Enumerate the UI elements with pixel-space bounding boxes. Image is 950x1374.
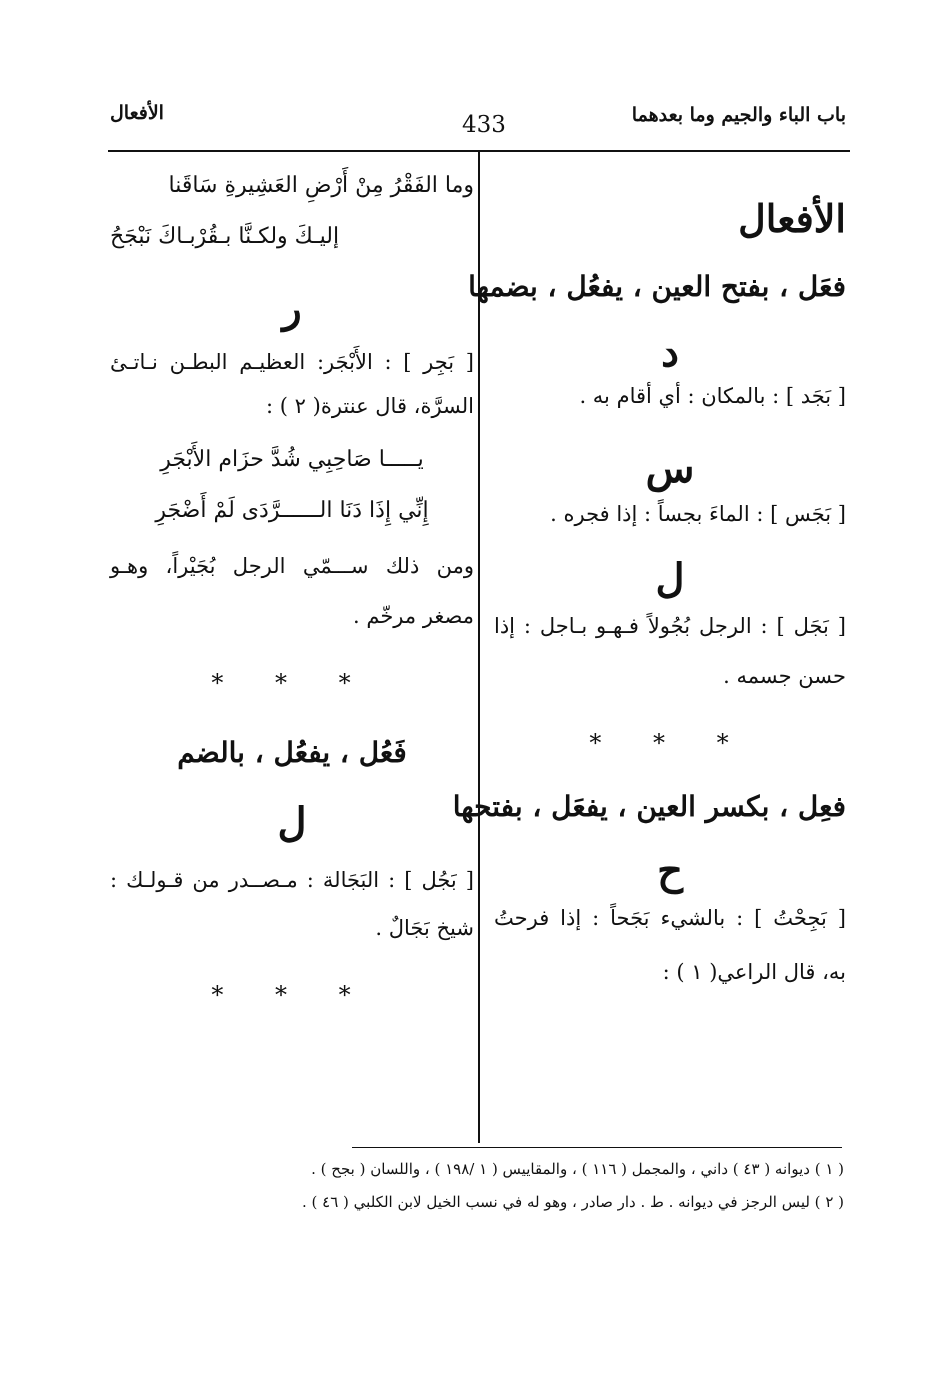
letter-dal: د	[661, 329, 679, 376]
section-heading-fatha-damma: فعَل ، بفتح العين ، يفعُل ، بضمها	[468, 270, 846, 303]
letter-ha: ح	[657, 847, 683, 894]
entry-bajad: [ بَجَد ] : بالمكان : أي أقام به .	[579, 384, 846, 408]
section-separator: * * *	[589, 729, 751, 757]
section-separator: * * *	[211, 981, 373, 1009]
left-column	[110, 165, 474, 1009]
section-title: الأفعال	[738, 196, 846, 241]
verse-line-1: وما الفَقْرُ مِنْ أَرْضِ العَشِيرةِ سَاقَنا	[168, 173, 474, 198]
entry-bajir-line1: [ بَجِر ] : الأَبْجَر: العظيـم البطـن نـاتـئ	[110, 350, 474, 374]
verse-line-4: إِنِّي إِذَا دَنَا الــــــرَّدَى لَمْ أَضْجَرِ	[155, 498, 429, 523]
verse-line-3: يـــــا صَاحِبِي شُدَّ حزَام الأَبْجَرِ	[160, 447, 424, 472]
letter-sin: س	[645, 445, 695, 492]
entry-bujayr-line2: مصغر مرخّم .	[353, 604, 474, 628]
letter-lam: ل	[655, 555, 685, 602]
entry-bajir-line2: السرَّة، قال عنترة( ٢ ) :	[266, 394, 474, 418]
running-head-chapter: باب الباء والجيم وما بعدهما	[631, 104, 846, 126]
footnote-2: ( ٢ ) ليس الرجز في ديوانه . ط . دار صادر ، وهو له في نسب الخيل لابن الكلبي ( ٤٦ ) .	[302, 1193, 844, 1211]
entry-bajal-line2: حسن جسمه .	[723, 664, 846, 688]
entry-bajiht-line2: به، قال الراعي( ١ ) :	[662, 960, 846, 984]
section-heading-damma: فَعُل ، يفعُل ، بالضم	[177, 736, 407, 769]
verse-line-2: إليـكَ ولكـنَّا بـقُرْبـاكَ نَبْجَحُ	[110, 224, 340, 249]
letter-ra: ر	[282, 285, 302, 332]
entry-bujayr-line1: ومن ذلك ســـمّي الرجل بُجَيْراً، وهـو	[110, 554, 474, 578]
entry-bajas: [ بَجَس ] : الماءَ بجساً : إذا فجره .	[550, 502, 846, 526]
section-separator: * * *	[211, 669, 373, 697]
right-column	[452, 165, 846, 987]
footnote-rule	[352, 1147, 842, 1148]
footnote-1: ( ١ ) ديوانه ( ٤٣ ) داني ، والمجمل ( ١١٦ ) ، والمقاييس ( ١ /١٩٨ ) ، واللسان ( بجح ) .	[311, 1160, 844, 1178]
section-heading-kasra-fatha: فعِل ، بكسر العين ، يفعَل ، بفتحها	[452, 790, 846, 823]
entry-bajul-line2: شيخ بَجَالٌ .	[375, 916, 474, 940]
page-number: 433	[462, 112, 506, 138]
letter-lam: ل	[277, 799, 307, 846]
running-head-section: الأفعال	[110, 102, 164, 124]
entry-bajiht-line1: [ بَجِحْتُ ] : بالشيء بَجَحاً : إذا فرحتُ	[494, 906, 846, 930]
entry-bajal-line1: [ بَجَل ] : الرجل بُجُولاً فـهـو بـاجل : إذا	[494, 614, 846, 638]
entry-bajul-line1: [ بَجُل ] : البَجَالة : مـصــدر من قـولـك :	[110, 868, 474, 892]
